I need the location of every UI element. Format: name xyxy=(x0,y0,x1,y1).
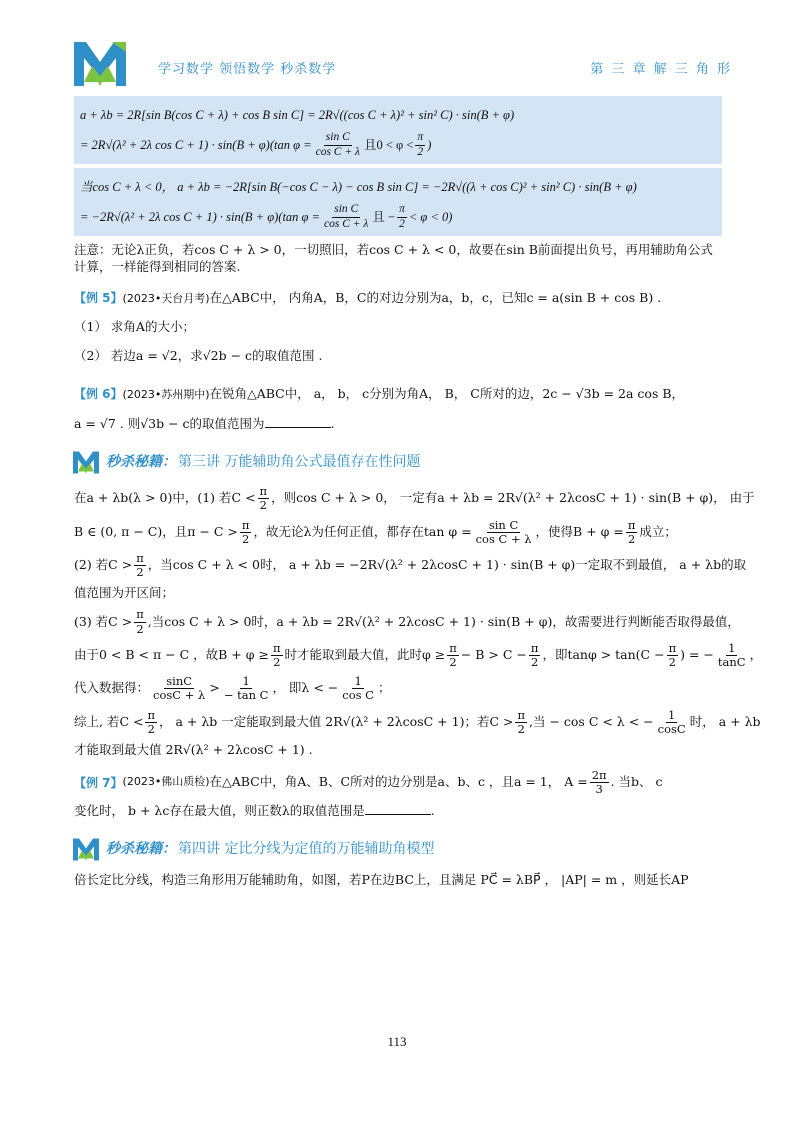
example-6 xyxy=(74,386,722,403)
derivation-line: a + λb = 2R[sin B(cos C + λ) + cos B sin C] = 2R√((cos C + λ)² + sin² C) · sin(B + φ) xyxy=(80,107,515,122)
answer-blank[interactable] xyxy=(365,802,431,815)
fraction: $\frac{\pi}{2}$ xyxy=(272,640,281,669)
question-1: （1） 求角A的大小； xyxy=(74,318,195,334)
brand-logo-icon xyxy=(72,38,128,88)
derivation-line: 当cos C + λ < 0， a + λb = −2R[sin B(−cos C − λ) − cos B sin C] = −2R√((λ + cos C)² + sin² C) · sin(B + φ) xyxy=(80,179,637,194)
fraction: $\frac{\sin C}{\cos C + \lambda}$ xyxy=(153,674,206,703)
example-label: 【例 5】 xyxy=(74,290,123,305)
chapter-title: 第 三 章 解 三 角 形 xyxy=(590,62,732,77)
fraction: $\frac{\pi}{2}$ xyxy=(399,203,405,230)
example-6-continued: a = √7 . 则√3b − c的取值范围为 . xyxy=(74,416,335,432)
example-source: (2023•天台月考) xyxy=(122,291,210,305)
fraction: $\frac{1}{\tan C}$ xyxy=(717,640,746,669)
question-2: （2） 若边a = √2，求√2b − c的取值范围 . xyxy=(74,347,323,363)
brand-logo-icon xyxy=(72,449,100,475)
example-text: 在锐角△ABC中， a， b， c分别为角A， B， C所对的边，2c − √3b = 2a cos B， xyxy=(209,386,685,402)
fraction: $\frac{\pi}{2}$ xyxy=(136,551,144,580)
fraction: $\frac{\pi}{2}$ xyxy=(147,707,156,736)
paragraph-line: 由于0 < B < π − C ，故B + φ ≥ $\frac{\pi}{2}$ 时才能取到最大值，此时φ ≥ $\frac{\pi}{2}$ − B > C − $\frac{\pi}{2}$ ，即tanφ > tan(C − $\frac{\pi}{2}$ ) = − $\frac{1}{\tan C}$ ， xyxy=(74,640,763,669)
page-number: 113 xyxy=(387,1034,407,1049)
fraction: $\frac{\pi}{2}$ xyxy=(136,607,144,636)
fraction: $\frac{1}{\cos C}$ xyxy=(657,707,686,736)
fraction: $\frac{\text{sin C}}{\text{cos C + λ}}$ xyxy=(324,203,369,230)
answer-blank[interactable] xyxy=(265,415,331,428)
section-heading: 第三讲 万能辅助角公式最值存在性问题 xyxy=(178,453,421,470)
section-heading: 第四讲 定比分线为定值的万能辅助角模型 xyxy=(178,840,435,857)
derivation-block-negative xyxy=(74,168,722,236)
paragraph-line: 倍长定比分线，构造三角形用万能辅助角，如图，若P在边BC上，且满足 PC⃗ = λBP⃗ ， |AP| = m ，则延长AP xyxy=(74,872,689,888)
fraction: $\frac{\pi}{2}$ xyxy=(530,640,539,669)
derivation-block-positive xyxy=(74,96,722,164)
paragraph-line: 代入数据得： $\frac{\sin C}{\cos C + \lambda}$ > $\frac{1}{\text{− tan C}}$ ， 即λ < − $\frac{1}{\text{cos C}}$ ； xyxy=(74,674,391,703)
example-label: 【例 7】 xyxy=(74,775,123,790)
paragraph-line: 在a + λb(λ > 0)中，(1) 若C < $\frac{\pi}{2}$ ，则cos C + λ > 0， 一定有a + λb = 2R√(λ² + 2λcosC + 1) · sin(B + φ)， 由于 xyxy=(74,484,755,513)
example-5 xyxy=(74,290,722,307)
example-source: (2023•苏州期中) xyxy=(122,388,210,402)
fraction: $\frac{1}{\text{− tan C}}$ xyxy=(223,674,269,703)
page-header xyxy=(72,38,732,98)
fraction: $\frac{1}{\text{cos C}}$ xyxy=(342,674,374,703)
page-content xyxy=(74,96,763,895)
section-emphasis: 秒杀秘籍： xyxy=(106,840,176,857)
fraction: $\frac{\pi}{2}$ xyxy=(627,517,636,546)
paragraph-line: B ∈ (0, π − C)，且π − C > $\frac{\pi}{2}$ ，故无论λ为任何正值，都存在tan φ = $\frac{\text{sin C}}{\text{cos C + λ}}$ ，使得B + φ = $\frac{\pi}{2}$ 成立； xyxy=(74,517,677,546)
example-label: 【例 6】 xyxy=(74,387,123,402)
brand-logo-icon xyxy=(72,836,100,862)
paragraph-line: (2) 若C > $\frac{\pi}{2}$ ，当cos C + λ < 0时， a + λb = −2R√(λ² + 2λcosC + 1) · sin(B + φ)一定取不到最值， a + λb的取 xyxy=(74,551,747,580)
fraction: $\frac{\pi}{2}$ xyxy=(668,640,677,669)
section-emphasis: 秒杀秘籍： xyxy=(106,453,176,470)
example-text: 在△ABC中，角A、B、C所对的边分别是a、b、c ，且a = 1， A = xyxy=(209,774,588,790)
paragraph-line: 才能取到最大值 2R√(λ² + 2λcosC + 1) . xyxy=(74,742,313,758)
example-text: 在△ABC中， 内角A，B，C的对边分别为a，b，c，已知c = a(sin B + cos B) . xyxy=(209,289,662,305)
example-7: 【例 7】 (2023•佛山质检) 在△ABC中，角A、B、C所对的边分别是a、b、c ，且a = 1， A = $\frac{2\pi}{3}$ . 当b、 c xyxy=(74,767,663,797)
example-7-continued: 变化时， b + λc存在最大值，则正数λ的取值范围是 . xyxy=(74,803,435,819)
section-title-4 xyxy=(72,836,722,862)
note-text: 注意：无论λ正负，若cos C + λ > 0，一切照旧，若cos C + λ < 0，故要在sin B前面提出负号，再用辅助角公式计算，一样能得到相同的答案. xyxy=(74,242,713,274)
paragraph-line: (3) 若C > $\frac{\pi}{2}$ ,当cos C + λ > 0时，a + λb = 2R√(λ² + 2λcosC + 1) · sin(B + φ)，故需要进行判断能否取得最值， xyxy=(74,607,740,636)
derivation-line: = 2R√(λ² + 2λ cos C + 1) · sin(B + φ)(tan φ = $\frac{\text{sin C}}{\text{cos C + λ}}$ 且0 < φ < $\frac{\pi}{2}$ ) xyxy=(80,131,432,158)
section-title-3 xyxy=(72,449,722,475)
fraction: $\frac{\pi}{2}$ xyxy=(517,707,526,736)
fraction: $\frac{\text{sin C}}{\text{cos C + λ}}$ xyxy=(475,517,532,546)
paragraph-line: 综上, 若C < $\frac{\pi}{2}$ ， a + λb 一定能取到最大值 2R√(λ² + 2λcosC + 1)；若C > $\frac{\pi}{2}$ ,当 − cos C < λ < − $\frac{1}{\cos C}$ 时， a + λb xyxy=(74,707,761,736)
header-slogan: 学习数学 领悟数学 秒杀数学 xyxy=(158,62,337,77)
fraction: $\frac{\pi}{2}$ xyxy=(241,517,250,546)
paragraph-line: 值范围为开区间； xyxy=(74,585,175,601)
derivation-line: = −2R√(λ² + 2λ cos C + 1) · sin(B + φ)(tan φ = $\frac{\text{sin C}}{\text{cos C + λ}}$ 且 − $\frac{\pi}{2}$ < φ < 0) xyxy=(80,203,453,230)
fraction: $\frac{2\pi}{3}$ xyxy=(591,767,607,797)
example-source: (2023•佛山质检) xyxy=(122,775,210,789)
fraction: $\frac{\pi}{2}$ xyxy=(417,131,424,158)
fraction: $\frac{\text{sin C}}{\text{cos C + λ}}$ xyxy=(315,131,360,158)
fraction: $\frac{\pi}{2}$ xyxy=(259,484,268,513)
fraction: $\frac{\pi}{2}$ xyxy=(449,640,457,669)
